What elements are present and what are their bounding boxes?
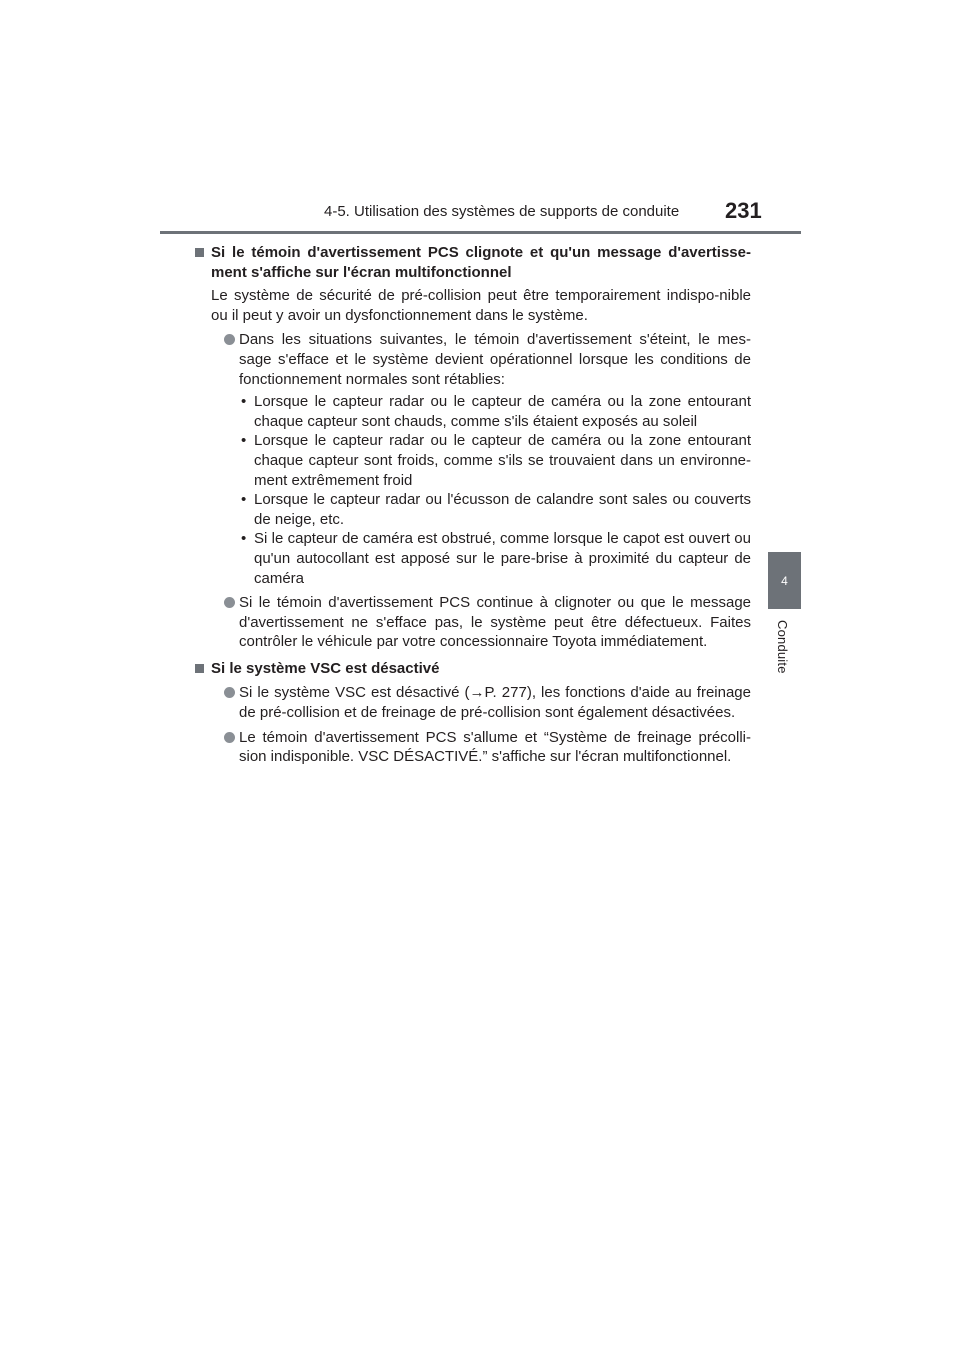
sub-list-item-text: Lorsque le capteur radar ou l'écusson de calandre sont sales ou couverts de neige, etc. — [254, 491, 751, 528]
section-vsc-off — [211, 659, 751, 767]
circle-bullet-icon — [224, 334, 235, 345]
section-heading — [195, 243, 751, 282]
section-heading-text: Si le système VSC est désactivé — [211, 659, 440, 677]
sub-list-item-text: Si le capteur de caméra est obstrué, comme lorsque le capot est ouvert ou qu'un autocollant est apposé sur le pare-brise à proximité du capteur de caméra — [254, 530, 751, 587]
paragraph: Le système de sécurité de pré-collision peut être temporairement indispo-nible ou il peut y avoir un dysfonctionnement dans le système. — [211, 287, 751, 324]
dot-bullet-icon: • — [241, 491, 247, 509]
list-item-text: Le témoin d'avertissement PCS s'allume et “Système de freinage précolli-sion indisponible. VSC DÉSACTIVÉ.” s'affiche sur l'écran multifonctionnel. — [239, 728, 751, 766]
square-bullet-icon — [195, 664, 204, 673]
sub-list-item-text: Lorsque le capteur radar ou le capteur de caméra ou la zone entourant chaque capteur sont froids, comme s'ils se trouvaient dans un environne-ment extrêmement froid — [254, 432, 751, 489]
chapter-number: 4 — [781, 574, 788, 588]
section-title: 4-5. Utilisation des systèmes de supports de conduite — [324, 203, 680, 220]
dot-bullet-icon: • — [241, 393, 247, 411]
list-item — [211, 593, 751, 652]
header-divider — [160, 231, 801, 234]
list-item — [211, 330, 751, 389]
section-heading — [195, 659, 751, 679]
list-item — [211, 728, 751, 767]
page-content — [211, 243, 751, 767]
sub-list-item — [239, 529, 751, 588]
square-bullet-icon — [195, 248, 204, 257]
dot-bullet-icon: • — [241, 432, 247, 450]
sub-list-item — [239, 431, 751, 490]
list-item-text: Si le système VSC est désactivé (→P. 277), les fonctions d'aide au freinage de pré-collision et de freinage de pré-collision sont également désactivées. — [239, 684, 751, 722]
page-number: 231 — [725, 198, 762, 223]
circle-bullet-icon — [224, 687, 235, 698]
chapter-label: Conduite — [775, 620, 790, 674]
section-heading-text: Si le témoin d'avertissement PCS clignote et qu'un message d'avertisse-ment s'affiche sur l'écran multifonctionnel — [211, 244, 751, 281]
section-pcs-warning — [211, 243, 751, 652]
chapter-tab — [768, 552, 801, 609]
sub-list-item — [239, 490, 751, 529]
sub-list-item — [239, 392, 751, 431]
dot-bullet-icon: • — [241, 530, 247, 548]
sub-list — [239, 392, 751, 588]
list-item-text: Si le témoin d'avertissement PCS continue à clignoter ou que le message d'avertissement ne s'efface pas, le système peut être défectueux. Faites contrôler le véhicule par votre concessionnaire Toyota immédiatement. — [239, 594, 751, 651]
circle-bullet-icon — [224, 597, 235, 608]
circle-bullet-icon — [224, 732, 235, 743]
sub-list-item-text: Lorsque le capteur radar ou le capteur de caméra ou la zone entourant chaque capteur sont chauds, comme s'ils étaient exposés au soleil — [254, 393, 751, 430]
list-item — [211, 683, 751, 722]
list-item-text: Dans les situations suivantes, le témoin d'avertissement s'éteint, le mes-sage s'efface et le système devient opérationnel lorsque les conditions de fonctionnement normales sont rétablies: — [239, 331, 751, 388]
